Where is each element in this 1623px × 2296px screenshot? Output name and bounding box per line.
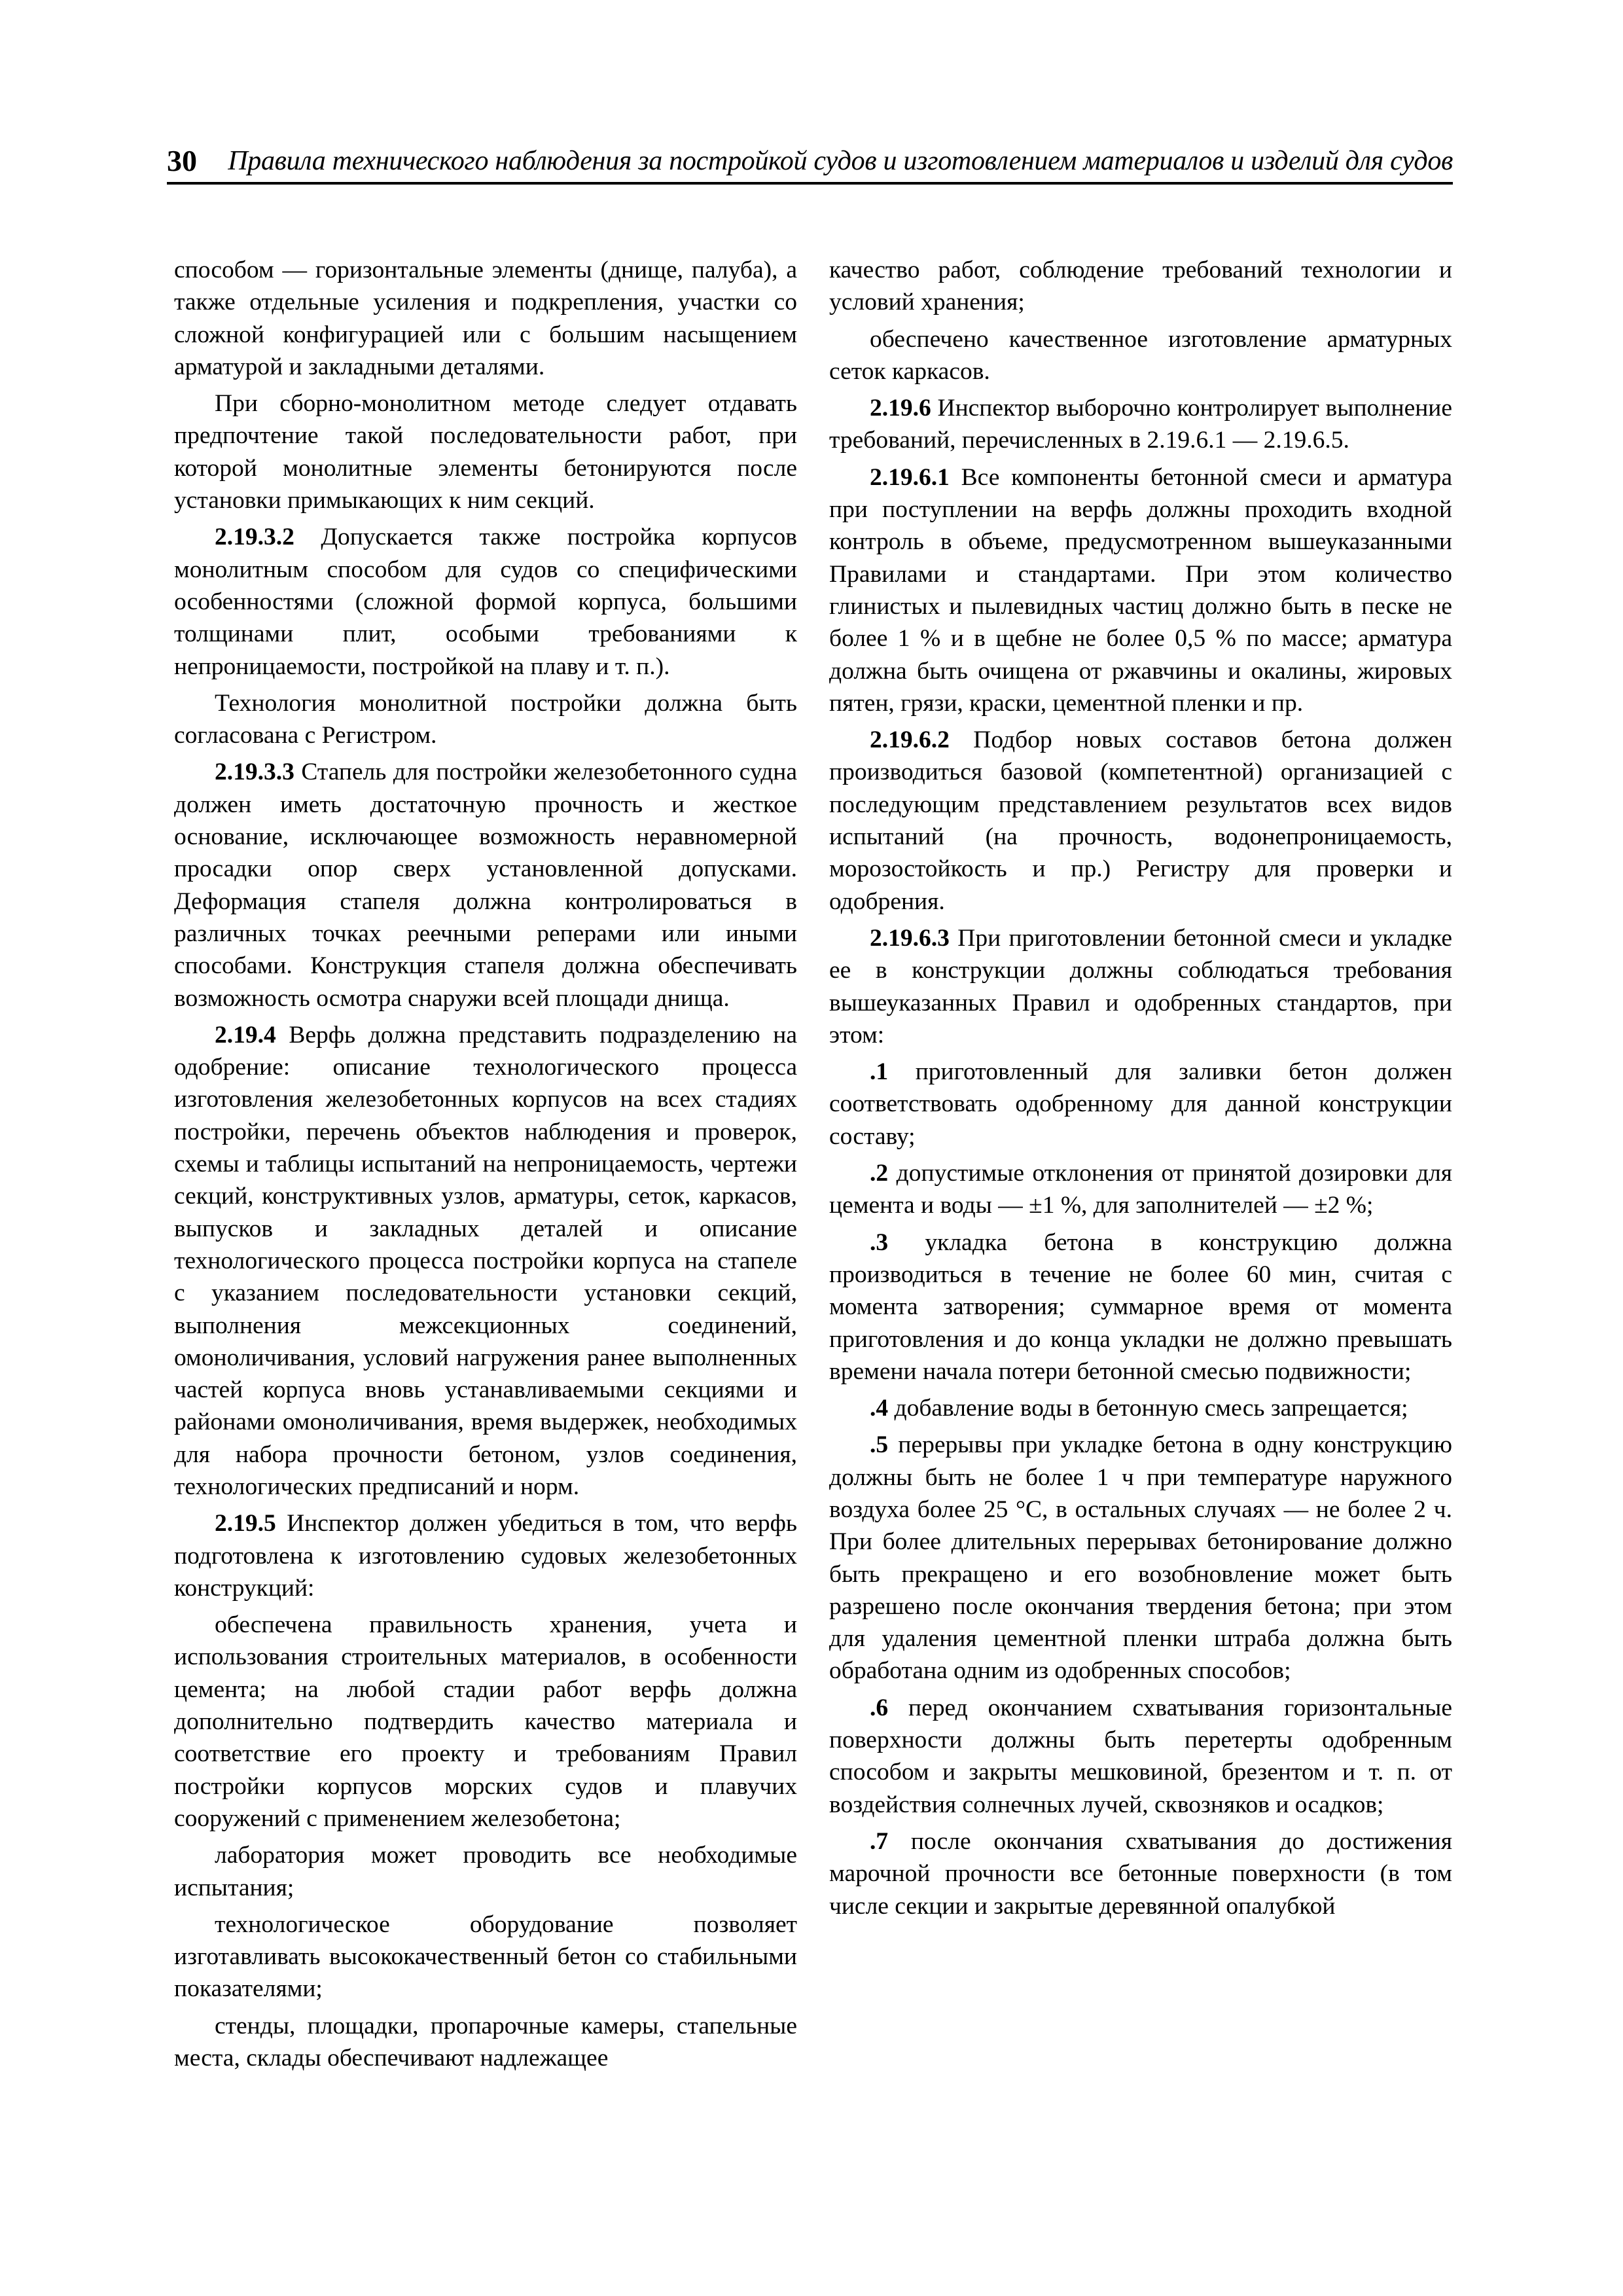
paragraph bbox=[174, 1019, 797, 1503]
left-text-column bbox=[174, 254, 797, 2079]
paragraph-text: Инспектор выборочно контролирует выполнение требований, перечисленных в 2.19.6.1 — 2.19.6.5. bbox=[829, 395, 1452, 454]
clause-number: 2.19.6.1 bbox=[870, 463, 950, 491]
clause-number: 2.19.6 bbox=[870, 395, 931, 422]
paragraph-text: стенды, площадки, пропарочные камеры, стапельные места, склады обеспечивают надлежащее bbox=[174, 2012, 797, 2072]
paragraph-text: Стапель для постройки железобетонного судна должен иметь достаточную прочность и жесткое основание, исключающее возможность неравномерной просадки опор сверх установленной допусками. Деформация стапеля должна контролироваться в различных точках реечными реперами или иными способами. Конструкция стапеля должна обеспечивать возможность осмотра снаружи всей площади днища. bbox=[174, 759, 797, 1012]
clause-number: 2.19.6.2 bbox=[870, 726, 950, 754]
clause-number: .5 bbox=[870, 1431, 889, 1459]
page-number: 30 bbox=[167, 144, 197, 177]
paragraph bbox=[174, 1507, 797, 1604]
paragraph-text: добавление воды в бетонную смесь запрещается; bbox=[888, 1395, 1408, 1422]
paragraph bbox=[829, 1692, 1452, 1821]
paragraph-text: перед окончанием схватывания горизонтальные поверхности должны быть перетерты одобренным способом и закрыты мешковиной, брезентом и т. п. от воздействия солнечных лучей, сквозняков и осадков; bbox=[829, 1694, 1452, 1818]
clause-number: 2.19.4 bbox=[215, 1021, 276, 1049]
paragraph-text: обеспечено качественное изготовление арматурных сеток каркасов. bbox=[829, 325, 1452, 385]
paragraph-text: Допускается также постройка корпусов монолитным способом для судов со специфическими особенностями (сложной формой корпуса, большими толщинами плит, особыми требованиями к непроницаемости, постройкой на плаву и т. п.). bbox=[174, 524, 797, 680]
running-title: Правила технического наблюдения за постройкой судов и изготовлением материалов и изделий для судов bbox=[228, 146, 1453, 176]
paragraph-text: допустимые отклонения от принятой дозировки для цемента и воды — ±1 %, для заполнителей — ±2 %; bbox=[829, 1160, 1452, 1219]
paragraph-text: технологическое оборудование позволяет изготавливать высококачественный бетон со стабильными показателями; bbox=[174, 1910, 797, 2003]
clause-number: 2.19.3.3 bbox=[215, 759, 294, 786]
paragraph bbox=[829, 1227, 1452, 1388]
paragraph-text: Подбор новых составов бетона должен производиться базовой (компетентной) организацией с последующим представлением результатов всех видов испытаний (на прочность, водонепроницаемость, морозостойкость и пр.) Регистру для проверки и одобрения. bbox=[829, 726, 1452, 915]
paragraph bbox=[174, 756, 797, 1014]
paragraph bbox=[174, 1609, 797, 1835]
clause-number: .3 bbox=[870, 1229, 889, 1256]
paragraph bbox=[829, 724, 1452, 918]
paragraph bbox=[174, 521, 797, 682]
clause-number: 2.19.3.2 bbox=[215, 524, 294, 551]
paragraph bbox=[829, 392, 1452, 457]
paragraph-text: При сборно-монолитном методе следует отдавать предпочтение такой последовательности работ, при которой монолитные элементы бетонируются после установки примыкающих к ним секций. bbox=[174, 390, 797, 514]
paragraph-text: после окончания схватывания до достижения марочной прочности все бетонные поверхности (в том числе секции и закрытые деревянной опалубкой bbox=[829, 1827, 1452, 1920]
right-text-column bbox=[829, 254, 1452, 1927]
paragraph-text: приготовленный для заливки бетон должен соответствовать одобренному для данной конструкции составу; bbox=[829, 1058, 1452, 1150]
clause-number: 2.19.5 bbox=[215, 1510, 276, 1537]
paragraph-text: способом — горизонтальные элементы (днище, палуба), а также отдельные усиления и подкрепления, участки со сложной конфигурацией или с большим насыщением арматурой и закладными деталями. bbox=[174, 257, 797, 380]
paragraph bbox=[174, 1839, 797, 1904]
paragraph-text: Верфь должна представить подразделению на одобрение: описание технологического процесса изготовления железобетонных корпусов на всех стадиях постройки, перечень объектов наблюдения и проверок, схемы и таблицы испытаний на непроницаемость, чертежи секций, конструктивных узлов, арматуры, сеток, каркасов, выпусков и закладных деталей и описание технологического процесса постройки корпуса на стапеле с указанием последовательности установки секций, выполнения межсекционных соединений, омоноличивания, условий нагружения ранее выполненных частей корпуса вновь устанавливаемыми секциями и районами омоноличивания, время выдержек, необходимых для набора прочности бетоном, узлов соединения, технологических предписаний и норм. bbox=[174, 1021, 797, 1500]
paragraph-text: обеспечена правильность хранения, учета и использования строительных материалов, в особенности цемента; на любой стадии работ верфь должна дополнительно подтвердить качество материала и соответствие его проекту и требованиям Правил постройки корпусов морских судов и плавучих сооружений с применением железобетона; bbox=[174, 1611, 797, 1832]
paragraph-text: Инспектор должен убедиться в том, что верфь подготовлена к изготовлению судовых железобетонных конструкций: bbox=[174, 1510, 797, 1602]
paragraph-text: укладка бетона в конструкцию должна производиться в течение не более 60 мин, считая с момента затворения; суммарное время от момента приготовления и до конца укладки не должно превышать времени начала потери бетонной смесью подвижности; bbox=[829, 1229, 1452, 1385]
clause-number: .6 bbox=[870, 1694, 889, 1721]
paragraph-text: перерывы при укладке бетона в одну конструкцию должны быть не более 1 ч при температуре наружного воздуха более 25 °С, в остальных случаях — не более 2 ч. При более длительных перерывах бетонирование должно быть прекращено и его возобновление может быть разрешено после окончания твердения бетона; при этом для удаления цементной пленки штраба должна быть обработана одним из одобренных способов; bbox=[829, 1431, 1452, 1685]
paragraph-text: Все компоненты бетонной смеси и арматура при поступлении на верфь должны проходить входной контроль в объеме, предусмотренном вышеуказанными Правилами и стандартами. При этом количество глинистых и пылевидных частиц должно быть в песке не более 1 % и в щебне не более 0,5 % по массе; арматура должна быть очищена от ржавчины и окалины, жировых пятен, грязи, краски, цементной пленки и пр. bbox=[829, 463, 1452, 717]
paragraph-text: качество работ, соблюдение требований технологии и условий хранения; bbox=[829, 257, 1452, 316]
paragraph bbox=[829, 1825, 1452, 1922]
paragraph-text: При приготовлении бетонной смеси и укладке ее в конструкции должны соблюдаться требования вышеуказанных Правил и одобренных стандартов, при этом: bbox=[829, 924, 1452, 1049]
paragraph bbox=[829, 1157, 1452, 1222]
clause-number: .2 bbox=[870, 1160, 889, 1187]
paragraph bbox=[829, 1429, 1452, 1687]
clause-number: .7 bbox=[870, 1827, 889, 1855]
clause-number: .4 bbox=[870, 1395, 889, 1422]
paragraph bbox=[174, 687, 797, 752]
paragraph bbox=[829, 254, 1452, 319]
paragraph-text: лаборатория может проводить все необходимые испытания; bbox=[174, 1842, 797, 1901]
paragraph bbox=[829, 1392, 1452, 1424]
clause-number: 2.19.6.3 bbox=[870, 924, 950, 952]
paragraph bbox=[829, 922, 1452, 1051]
paragraph bbox=[829, 1056, 1452, 1153]
paragraph-text: Технология монолитной постройки должна быть согласована с Регистром. bbox=[174, 689, 797, 749]
paragraph bbox=[829, 461, 1452, 719]
paragraph bbox=[174, 1909, 797, 2005]
paragraph bbox=[174, 254, 797, 383]
paragraph bbox=[829, 323, 1452, 388]
page-header bbox=[167, 143, 1453, 185]
paragraph bbox=[174, 387, 797, 516]
paragraph bbox=[174, 2010, 797, 2075]
clause-number: .1 bbox=[870, 1058, 889, 1086]
